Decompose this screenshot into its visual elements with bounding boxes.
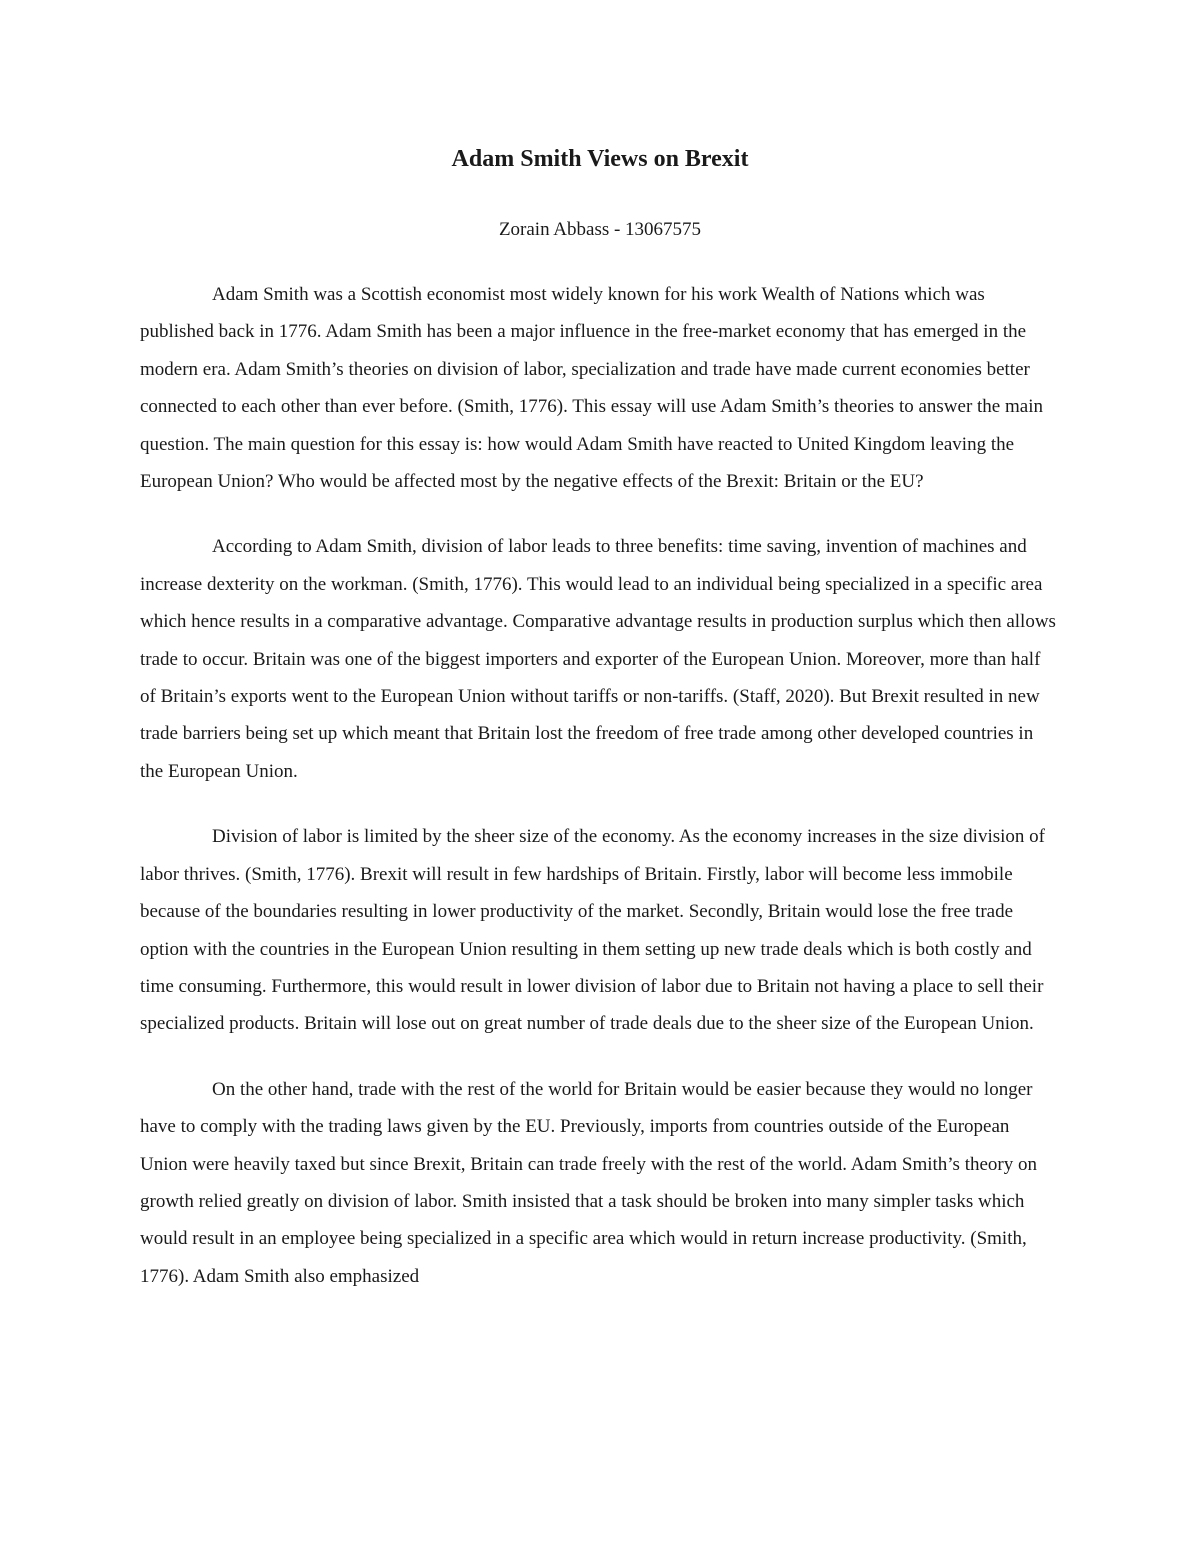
author-line: Zorain Abbass - 13067575 [498,219,702,240]
paragraph-3: Division of labor is limited by the sheer size of the economy. As the economy increases in the size division of labor thrives. (Smith, 1776). Brexit will result in few hardships of Britain. Firstly, labor will become less immobile because of the boundaries resulting in lower productivity of the market. Secondly, Britain would lose the free trade option with the countries in the European Union resulting in them setting up new trade deals which is both costly and time consuming. Furthermore, this would result in lower division of labor due to Britain not having a place to sell their specialized products. Britain will lose out on great number of trade deals due to the sheer size of the European Union. [140,826,1045,1035]
document-title: Adam Smith Views on Brexit [451,146,749,172]
paragraph-2: According to Adam Smith, division of labor leads to three benefits: time saving, invention of machines and increase dexterity on the workman. (Smith, 1776). This would lead to an individual being specialized in a specific area which hence results in a comparative advantage. Comparative advantage results in production surplus which then allows trade to occur. Britain was one of the biggest importers and exporter of the European Union. Moreover, more than half of Britain’s exports went to the European Union without tariffs or non-tariffs. (Staff, 2020). But Brexit resulted in new trade barriers being set up which meant that Britain lost the freedom of free trade among other developed countries in the European Union. [140,536,1056,782]
paragraph-1: Adam Smith was a Scottish economist most widely known for his work Wealth of Nations which was published back in 1776. Adam Smith has been a major influence in the free-market economy that has emerged in the modern era. Adam Smith’s theories on division of labor, specialization and trade have made current economies better connected to each other than ever before. (Smith, 1776). This essay will use Adam Smith’s theories to answer the main question. The main question for this essay is: how would Adam Smith have reacted to United Kingdom leaving the European Union? Who would be affected most by the negative effects of the Brexit: Britain or the EU? [140,284,1043,493]
paragraph-4: On the other hand, trade with the rest of the world for Britain would be easier because they would no longer have to comply with the trading laws given by the EU. Previously, imports from countries outside of the European Union were heavily taxed but since Brexit, Britain can trade freely with the rest of the world. Adam Smith’s theory on growth relied greatly on division of labor. Smith insisted that a task should be broken into many simpler tasks which would result in an employee being specialized in a specific area which would in return increase productivity. (Smith, 1776). Adam Smith also emphasized [140,1078,1037,1287]
document-body [140,276,1060,1323]
